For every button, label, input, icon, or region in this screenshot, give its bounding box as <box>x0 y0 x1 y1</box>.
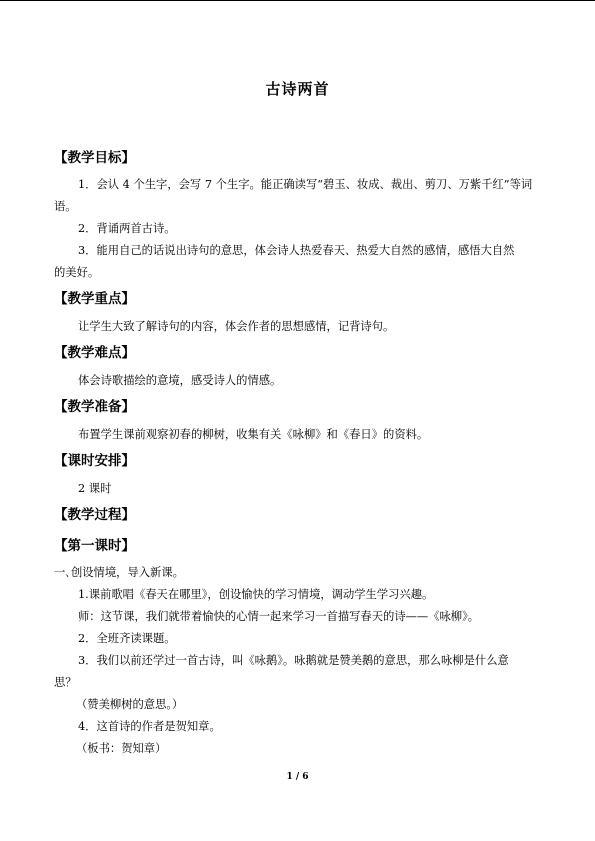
preparation-text: 布置学生课前观察初春的柳树，收集有关《咏柳》和《春日》的资料。 <box>78 428 429 441</box>
heading-difficulties: 【教学难点】 <box>54 345 135 361</box>
process-line-7: （板书：贺知章） <box>76 742 167 755</box>
process-line-6: 4．这首诗的作者是贺知章。 <box>78 720 221 733</box>
process-line-2: 师：这节课，我们就带着愉快的心情一起来学习一首描写春天的诗——《咏柳》。 <box>78 610 480 623</box>
heading-preparation: 【教学准备】 <box>54 399 135 415</box>
process-line-1: 1.课前歌唱《春天在哪里》，创设愉快的学习情境，调动学生学习兴趣。 <box>78 588 434 601</box>
goal-3-line-2: 的美好。 <box>54 266 100 279</box>
heading-process: 【教学过程】 <box>54 507 135 523</box>
page-top-border <box>0 0 595 1</box>
process-line-4a: 3．我们以前还学过一首古诗，叫《咏鹅》。咏鹅就是赞美鹅的意思，那么咏柳是什么意 <box>78 654 509 667</box>
goal-2: 2．背诵两首古诗。 <box>78 222 176 235</box>
document-title: 古诗两首 <box>265 80 330 98</box>
heading-first-lesson: 【第一课时】 <box>54 538 135 554</box>
goal-1-line-2: 语。 <box>54 200 77 213</box>
heading-schedule: 【课时安排】 <box>54 453 135 469</box>
page-number: 1 / 6 <box>286 772 309 782</box>
heading-key-points: 【教学重点】 <box>54 291 135 307</box>
difficulties-text: 体会诗歌描绘的意境，感受诗人的情感。 <box>78 374 282 387</box>
process-line-4b: 思？ <box>54 676 77 689</box>
heading-goals: 【教学目标】 <box>54 150 135 166</box>
goal-3-line-1: 3．能用自己的话说出诗句的意思，体会诗人热爱春天、热爱大自然的感情，感悟大自然 <box>78 244 515 257</box>
process-line-3: 2．全班齐读课题。 <box>78 632 176 645</box>
process-step-1-heading: 一､创设情境，导入新课。 <box>54 566 184 579</box>
goal-1-line-1: 1．会认 4 个生字，会写 7 个生字。能正确读写“碧玉、妆成、裁出、剪刀、万紫千红”等词 <box>78 178 533 191</box>
key-points-text: 让学生大致了解诗句的内容，体会作者的思想感情，记背诗句。 <box>78 320 395 333</box>
schedule-text: 2 课时 <box>78 482 112 495</box>
process-line-5: （赞美柳树的意思。） <box>76 698 184 711</box>
